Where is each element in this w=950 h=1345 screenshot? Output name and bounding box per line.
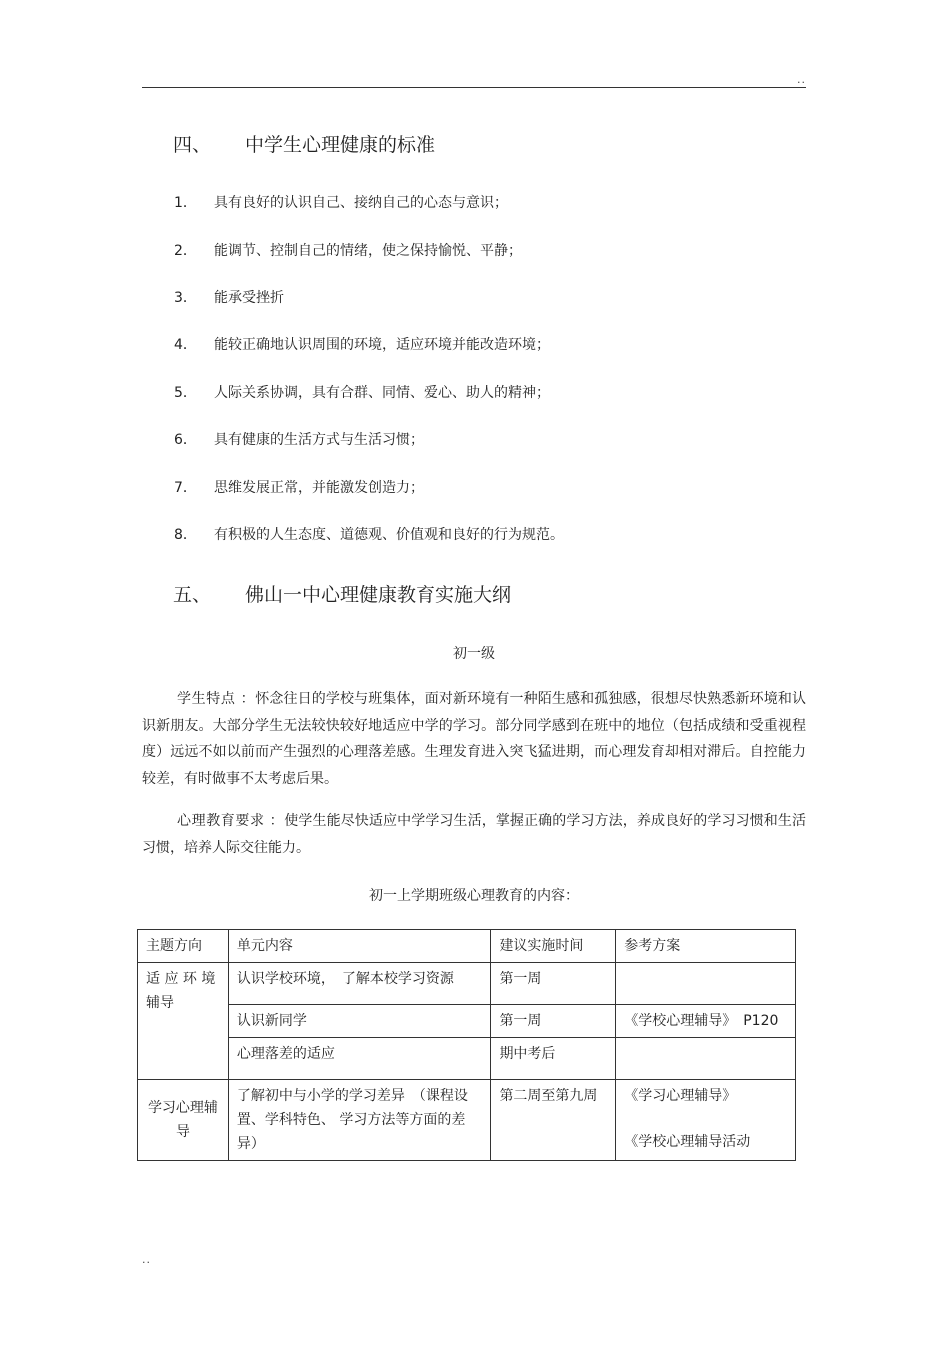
- reference-cell: [616, 1080, 796, 1161]
- footer-dots: ..: [142, 1253, 151, 1266]
- list-item: 5． 人际关系协调，具有合群、同情、爱心、助人的精神；: [174, 385, 550, 401]
- time-cell: 第一周: [491, 963, 616, 1005]
- traits-text: 怀念往日的学校与班集体，面对新环境有一种陌生感和孤独感，很想尽快熟悉新环境和认识新朋友。大部分学生无法较快较好地适应中学的学习。部分同学感到在班中的地位（包括成绩和受重视程度）远远不如以前而产生强烈的心理落差感。生理发育进入突飞猛进期，而心理发育却相对滞后。自控能力较差，有时做事不太考虑后果。: [142, 691, 807, 787]
- header-reference: 参考方案: [616, 930, 796, 963]
- grade-title: 初一级: [453, 646, 495, 662]
- table-row: [138, 1005, 796, 1038]
- section5-heading: [173, 580, 511, 607]
- list-item: 8． 有积极的人生态度、道德观、价值观和良好的行为规范。: [174, 527, 564, 543]
- list-item: 3． 能承受挫折: [174, 290, 284, 306]
- table-row: [138, 963, 796, 1005]
- reference-line: 《学习心理辅导》: [624, 1088, 737, 1104]
- time-cell: 期中考后: [491, 1038, 616, 1080]
- education-requirements-paragraph: [142, 808, 806, 861]
- table-row: [138, 1038, 796, 1080]
- section4-heading: [173, 130, 435, 157]
- section4-number: 四、: [173, 134, 212, 156]
- table-caption: 初一上学期班级心理教育的内容：: [369, 888, 579, 904]
- section4-title: 中学生心理健康的标准: [245, 134, 436, 156]
- content-cell: 认识学校环境， 了解本校学习资源: [228, 963, 491, 1005]
- content-cell: 认识新同学: [228, 1005, 491, 1038]
- section5-number: 五、: [173, 584, 212, 606]
- reference-line: 《学校心理辅导活动: [624, 1134, 751, 1150]
- theme-cell: 学习心理辅导: [138, 1080, 229, 1161]
- header-content: 单元内容: [228, 930, 491, 963]
- requirements-text: 使学生能尽快适应中学学习生活，掌握正确的学习方法，养成良好的学习习惯和生活习惯，培养人际交往能力。: [142, 813, 806, 856]
- requirements-label: 心理教育要求 ：: [177, 813, 285, 829]
- section5-title: 佛山一中心理健康教育实施大纲: [245, 584, 512, 606]
- header-dots: ..: [797, 73, 806, 86]
- header-time: 建议实施时间: [491, 930, 616, 963]
- content-cell: 心理落差的适应: [228, 1038, 491, 1080]
- table-row: [138, 1080, 796, 1161]
- list-item: 1． 具有良好的认识自己、接纳自己的心态与意识；: [174, 195, 508, 211]
- student-traits-paragraph: [142, 686, 806, 792]
- list-item: 7． 思维发展正常，并能激发创造力；: [174, 480, 424, 496]
- content-cell: 了解初中与小学的学习差异 （课程设置、学科特色、 学习方法等方面的差异）: [228, 1080, 491, 1161]
- list-item: 6． 具有健康的生活方式与生活习惯；: [174, 432, 424, 448]
- time-cell: 第一周: [491, 1005, 616, 1038]
- table-header-row: [138, 930, 796, 963]
- curriculum-table: [137, 929, 796, 1161]
- reference-cell: [616, 963, 796, 1005]
- traits-label: 学生特点 ：: [177, 691, 256, 707]
- time-cell: 第二周至第九周: [491, 1080, 616, 1161]
- header-theme: 主题方向: [138, 930, 229, 963]
- theme-cell: 适 应 环 境 辅导: [138, 963, 229, 1080]
- header-rule: [142, 87, 806, 88]
- list-item: 4． 能较正确地认识周围的环境，适应环境并能改造环境；: [174, 337, 550, 353]
- reference-cell: [616, 1038, 796, 1080]
- reference-cell: 《学校心理辅导》 P120: [616, 1005, 796, 1038]
- list-item: 2． 能调节、控制自己的情绪，使之保持愉悦、平静；: [174, 243, 522, 259]
